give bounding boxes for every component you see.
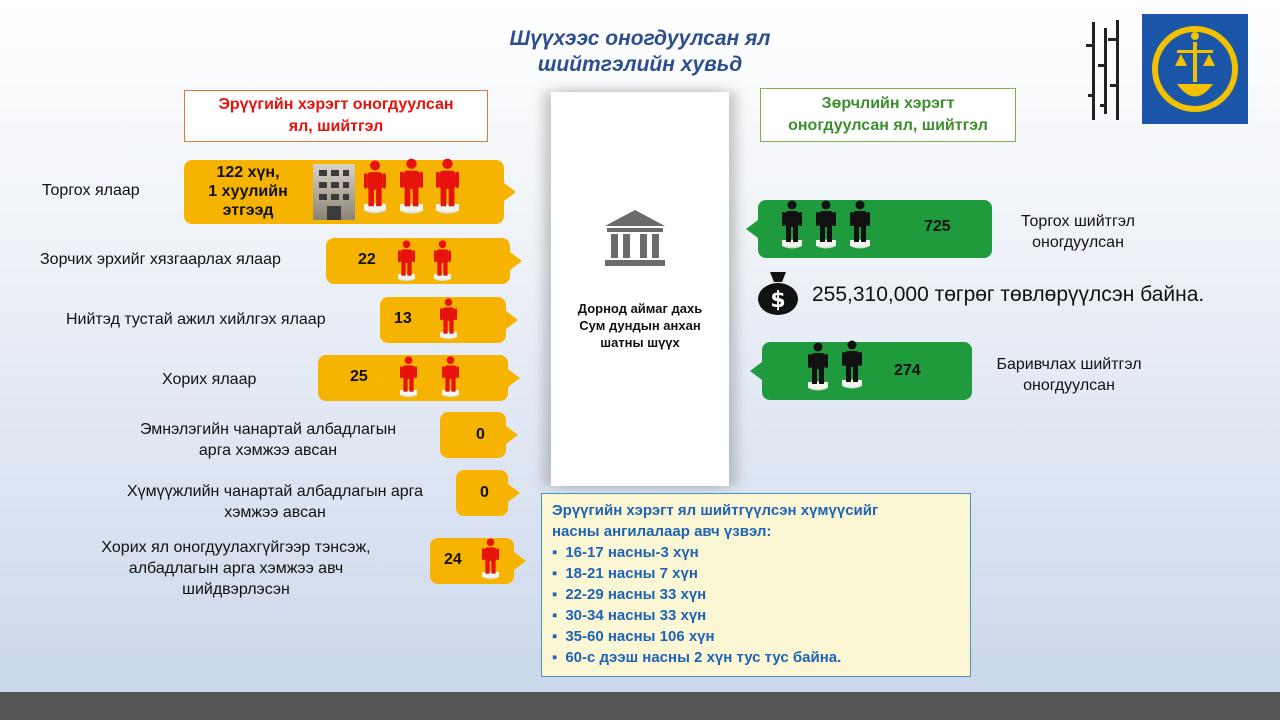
person-icon [842,340,862,397]
title-line-2: шийтгэлийн хувьд [537,53,743,76]
probation-label-line-1: Хорих ял оногдуулахгүйгээр тэнсэж, [101,539,371,556]
money-bag-icon [754,268,802,321]
educational-label-line-1: Хүмүүжлийн чанартай албадлагын арга [126,483,424,500]
probation-label-line-2: албадлагын арга хэмжээ авч [128,560,344,577]
court-name-line-2: Сум дундын анхан [579,318,701,333]
row-label-community-work: Нийтэд тустай ажил хийлгэх ялаар [66,311,326,328]
row-label-travel-restriction: Зорчих эрхийг хязгаарлах ялаар [40,251,281,268]
educational-measure-value: 0 [480,484,489,501]
violation-arrest-value: 274 [894,362,921,379]
travel-restriction-value: 22 [358,251,376,268]
person-icon [816,200,836,257]
money-collected-text: 255,310,000 төгрөг төвлөрүүлсэн байна. [812,283,1205,306]
fine-value-line-2: 1 хуулийн [208,183,288,200]
svg-text:$: $ [770,288,786,313]
person-icon [850,200,870,257]
criminal-header-line-2: ял, шийтгэл [288,118,384,135]
court-name [551,300,729,351]
list-item: ▪ 60-с дээш насны 2 хүн тус тус байна. [552,647,960,668]
violation-fine-label [1008,211,1148,253]
list-item: ▪ 35-60 насны 106 хүн [552,626,960,647]
criminal-case-header [184,90,488,142]
court-name-line-3: шатны шүүх [600,335,680,350]
fine-value-line-3: этгээд [222,202,274,219]
medical-label-line-2: арга хэмжээ авсан [198,442,338,459]
imprisonment-value: 25 [350,368,368,385]
list-item: ▪ 16-17 насны-3 хүн [552,542,960,563]
court-name-line-1: Дорнод аймаг дахь [577,301,703,316]
violation-arrest-label-line-2: оногдуулсан [1023,377,1115,394]
travel-restriction-bar [326,238,510,284]
footer-bar [0,692,1280,720]
courthouse-icon [603,208,667,273]
list-item: ▪ 18-21 насны 7 хүн [552,563,960,584]
violation-header-line-2: оногдуулсан ял, шийтгэл [788,117,988,134]
row-label-probation [76,537,396,600]
person-icon [434,240,451,289]
building-photo [313,164,355,220]
person-icon [364,160,386,222]
person-icon [436,158,459,223]
violation-arrest-bar [762,342,972,400]
person-icon [482,538,499,587]
person-icon [400,356,417,405]
fine-value [190,163,306,220]
probation-bar [430,538,514,584]
court-panel [551,92,729,486]
row-label-imprisonment: Хорих ялаар [162,371,257,388]
person-icon [442,356,459,405]
medical-label-line-1: Эмнэлэгийн чанартай албадлагын [139,421,397,438]
violation-header-line-1: Зөрчлийн хэрэгт [821,95,955,112]
row-label-educational-measure [100,481,450,523]
age-breakdown-box [541,493,971,677]
violation-case-header [760,88,1016,142]
row-label-fine: Торгох ялаар [42,182,140,199]
fine-value-line-1: 122 хүн, [216,164,280,181]
person-icon [400,158,423,223]
title-line-1: Шүүхээс оногдуулсан ял [509,27,771,50]
list-item: ▪ 30-34 насны 33 хүн [552,605,960,626]
age-heading-line-1: Эрүүгийн хэрэгт ял шийтгүүлсэн хүмүүсийг [552,502,879,519]
probation-value: 24 [444,551,462,568]
community-work-value: 13 [394,310,412,327]
violation-fine-label-line-1: Торгох шийтгэл [1021,213,1135,230]
medical-measure-value: 0 [476,426,485,443]
row-label-medical-measure [118,419,418,461]
person-icon [398,240,415,289]
person-icon [440,298,457,347]
person-icon [808,342,828,399]
violation-arrest-label [984,354,1154,396]
violation-fine-value: 725 [924,218,951,235]
age-list [552,542,960,668]
emblem-logo [1082,14,1248,124]
age-heading-line-2: насны ангилалаар авч үзвэл: [552,523,772,540]
medical-measure-bar [440,412,506,458]
probation-label-line-3: шийдвэрлэсэн [182,581,290,598]
violation-arrest-label-line-1: Баривчлах шийтгэл [996,356,1142,373]
page-title [430,26,850,78]
person-icon [782,200,802,257]
criminal-header-line-1: Эрүүгийн хэрэгт оногдуулсан [218,96,454,113]
list-item: ▪ 22-29 насны 33 хүн [552,584,960,605]
educational-label-line-2: хэмжээ авсан [224,504,326,521]
violation-fine-label-line-2: оногдуулсан [1032,234,1124,251]
